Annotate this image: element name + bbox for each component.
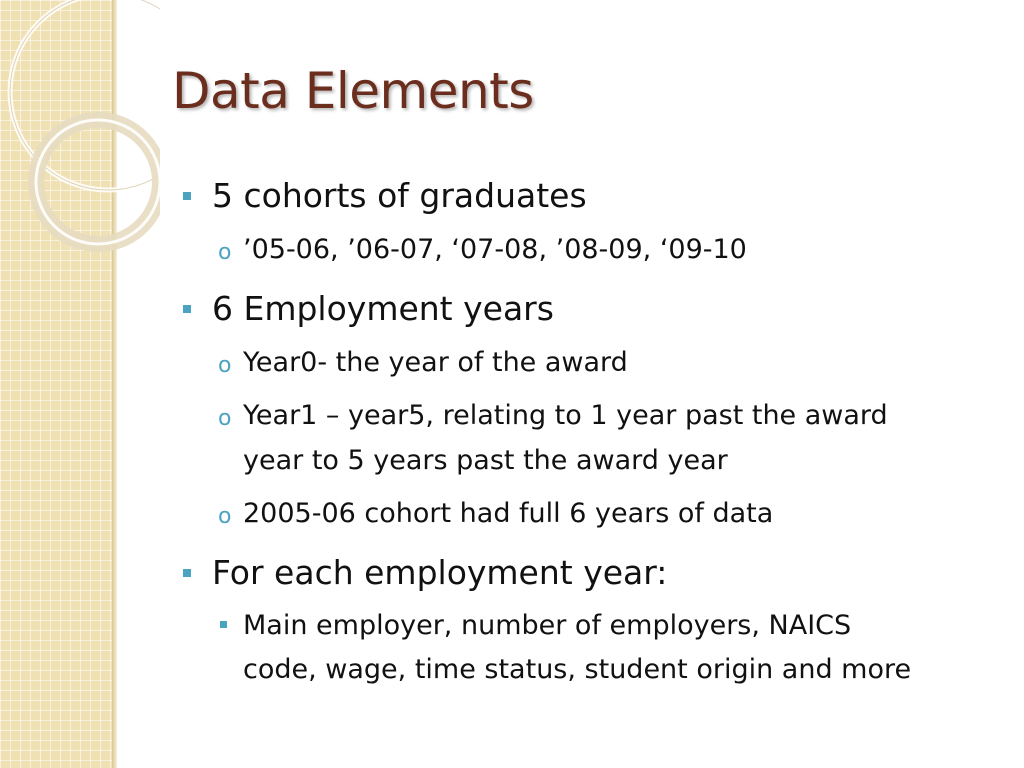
subbullet-text-line1: Year1 – year5, relating to 1 year past the award <box>243 400 888 431</box>
decorative-rings <box>0 0 160 260</box>
bullet-text: 5 cohorts of graduates <box>212 176 587 215</box>
circle-bullet-icon: o <box>218 240 232 265</box>
subbullet-text-line2: code, wage, time status, student origin and more <box>243 654 912 685</box>
subbullet-text-line2: year to 5 years past the award year <box>243 445 728 476</box>
square-bullet-icon <box>220 621 227 628</box>
bullet-text: For each employment year: <box>212 553 668 592</box>
subbullet-text: Year0- the year of the award <box>243 347 628 378</box>
subbullet-text-line1: Main employer, number of employers, NAICS <box>243 610 852 641</box>
slide-title: Data Elements <box>172 62 534 120</box>
circle-bullet-icon: o <box>218 353 232 378</box>
square-bullet-icon <box>183 305 191 313</box>
square-bullet-icon <box>183 192 191 200</box>
circle-bullet-icon: o <box>218 406 232 431</box>
square-bullet-icon <box>183 569 191 577</box>
circle-bullet-icon: o <box>218 504 232 529</box>
bullet-text: 6 Employment years <box>212 289 554 328</box>
subbullet-text: ’05-06, ’06-07, ‘07-08, ’08-09, ‘09-10 <box>243 234 747 265</box>
subbullet-text: 2005-06 cohort had full 6 years of data <box>243 498 774 529</box>
